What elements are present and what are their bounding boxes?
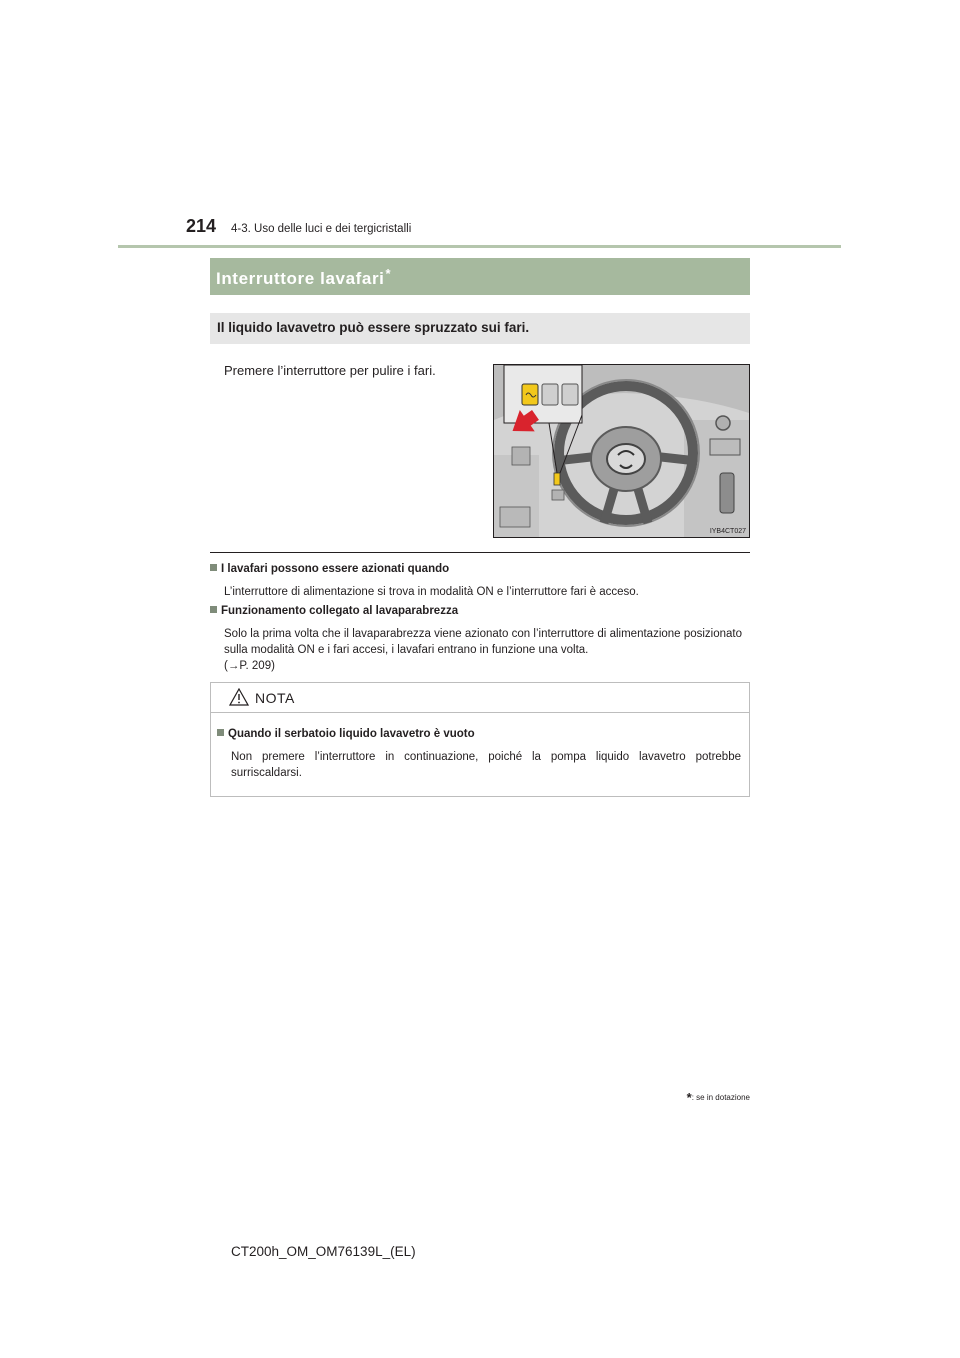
footnote-text: : se in dotazione: [691, 1093, 750, 1102]
content-divider: [210, 552, 750, 553]
notice-header: [211, 683, 749, 713]
item-heading: I lavafari possono essere azionati quando: [210, 563, 449, 575]
section-subtitle: Il liquido lavavetro può essere spruzzato sui fari.: [210, 313, 750, 344]
notice-box: [210, 682, 750, 797]
optional-equipment-marker: *: [385, 266, 392, 281]
steering-wheel-illustration: [494, 365, 749, 537]
section-breadcrumb: 4-3. Uso delle luci e dei tergicristalli: [231, 223, 412, 235]
page-number: 214: [186, 216, 217, 236]
page-reference: (→P. 209): [224, 660, 275, 672]
intro-text: Premere l’interruttore per pulire i fari.: [224, 363, 436, 378]
notice-label: NOTA: [255, 690, 295, 706]
document-code: CT200h_OM_OM76139L_(EL): [231, 1244, 416, 1259]
item-body: L’interruttore di alimentazione si trova in modalità ON e l’interruttore fari è acceso.: [224, 586, 639, 598]
section-title-text: Interruttore lavafari: [216, 269, 385, 288]
item-body-text: Solo la prima volta che il lavaparabrezza viene azionato con l’interruttore di alimentazione posizionato sulla modalità ON e i fari accesi, i lavafari entrano in funzione una volta.: [224, 628, 742, 656]
figure-code: IYB4CT027: [709, 528, 746, 535]
square-bullet-icon: [217, 729, 224, 736]
warning-triangle-icon: [229, 688, 249, 706]
header-divider: [118, 245, 841, 248]
footnote: [687, 1090, 750, 1105]
notice-body: Non premere l’interruttore in continuazione, poiché la pompa liquido lavavetro potrebbe surriscaldarsi.: [231, 751, 741, 779]
section-title: [210, 258, 750, 295]
square-bullet-icon: [210, 564, 217, 571]
optional-equipment-marker: *: [686, 1090, 692, 1105]
dashboard-illustration: [493, 364, 750, 538]
item-heading: Funzionamento collegato al lavaparabrezza: [210, 605, 458, 617]
item-body: [224, 626, 742, 674]
square-bullet-icon: [210, 606, 217, 613]
notice-heading: Quando il serbatoio liquido lavavetro è vuoto: [217, 728, 475, 740]
